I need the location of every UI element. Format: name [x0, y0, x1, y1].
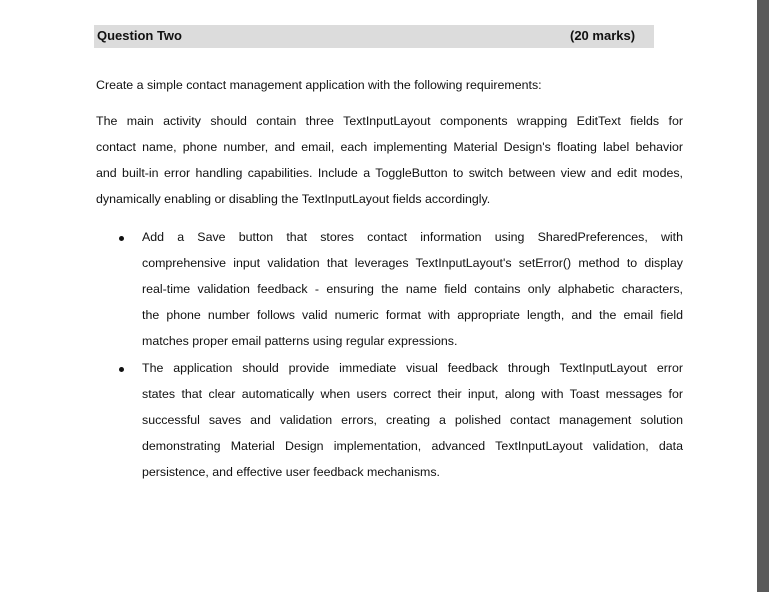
- bullet-line: demonstrating Material Design implementation, advanced TextInputLayout validation, data: [142, 439, 683, 453]
- question-marks: (20 marks): [570, 28, 636, 43]
- bullet-line: The application should provide immediate visual feedback through TextInputLayout error: [142, 361, 683, 375]
- bullet-line: successful saves and validation errors, creating a polished contact management solution: [142, 413, 683, 427]
- intro-text: Create a simple contact management application with the following requirements:: [96, 78, 542, 92]
- bullet-line: persistence, and effective user feedback mechanisms.: [142, 465, 440, 479]
- bullet-line: matches proper email patterns using regular expressions.: [142, 334, 458, 348]
- bullet-line: Add a Save button that stores contact information using SharedPreferences, with: [142, 230, 683, 244]
- bullet-line: comprehensive input validation that leverages TextInputLayout's setError() method to display: [142, 256, 683, 270]
- question-header: [94, 25, 654, 48]
- paragraph-line: and built-in error handling capabilities. Include a ToggleButton to switch between view and edit modes,: [96, 166, 683, 180]
- paragraph-line: The main activity should contain three TextInputLayout components wrapping EditText fields for: [96, 114, 683, 128]
- bullet-line: the phone number follows valid numeric format with appropriate length, and the email field: [142, 308, 683, 322]
- bullet-line: states that clear automatically when users correct their input, along with Toast messages for: [142, 387, 683, 401]
- bullet-icon: [119, 367, 124, 372]
- paragraph-line: contact name, phone number, and email, each implementing Material Design's floating label behavior: [96, 140, 683, 154]
- bullet-icon: [119, 236, 124, 241]
- bullet-line: real-time validation feedback - ensuring the name field contains only alphabetic characters,: [142, 282, 683, 296]
- vertical-scrollbar[interactable]: [757, 0, 769, 592]
- question-title: Question Two: [97, 28, 182, 43]
- paragraph-line: dynamically enabling or disabling the TextInputLayout fields accordingly.: [96, 192, 491, 206]
